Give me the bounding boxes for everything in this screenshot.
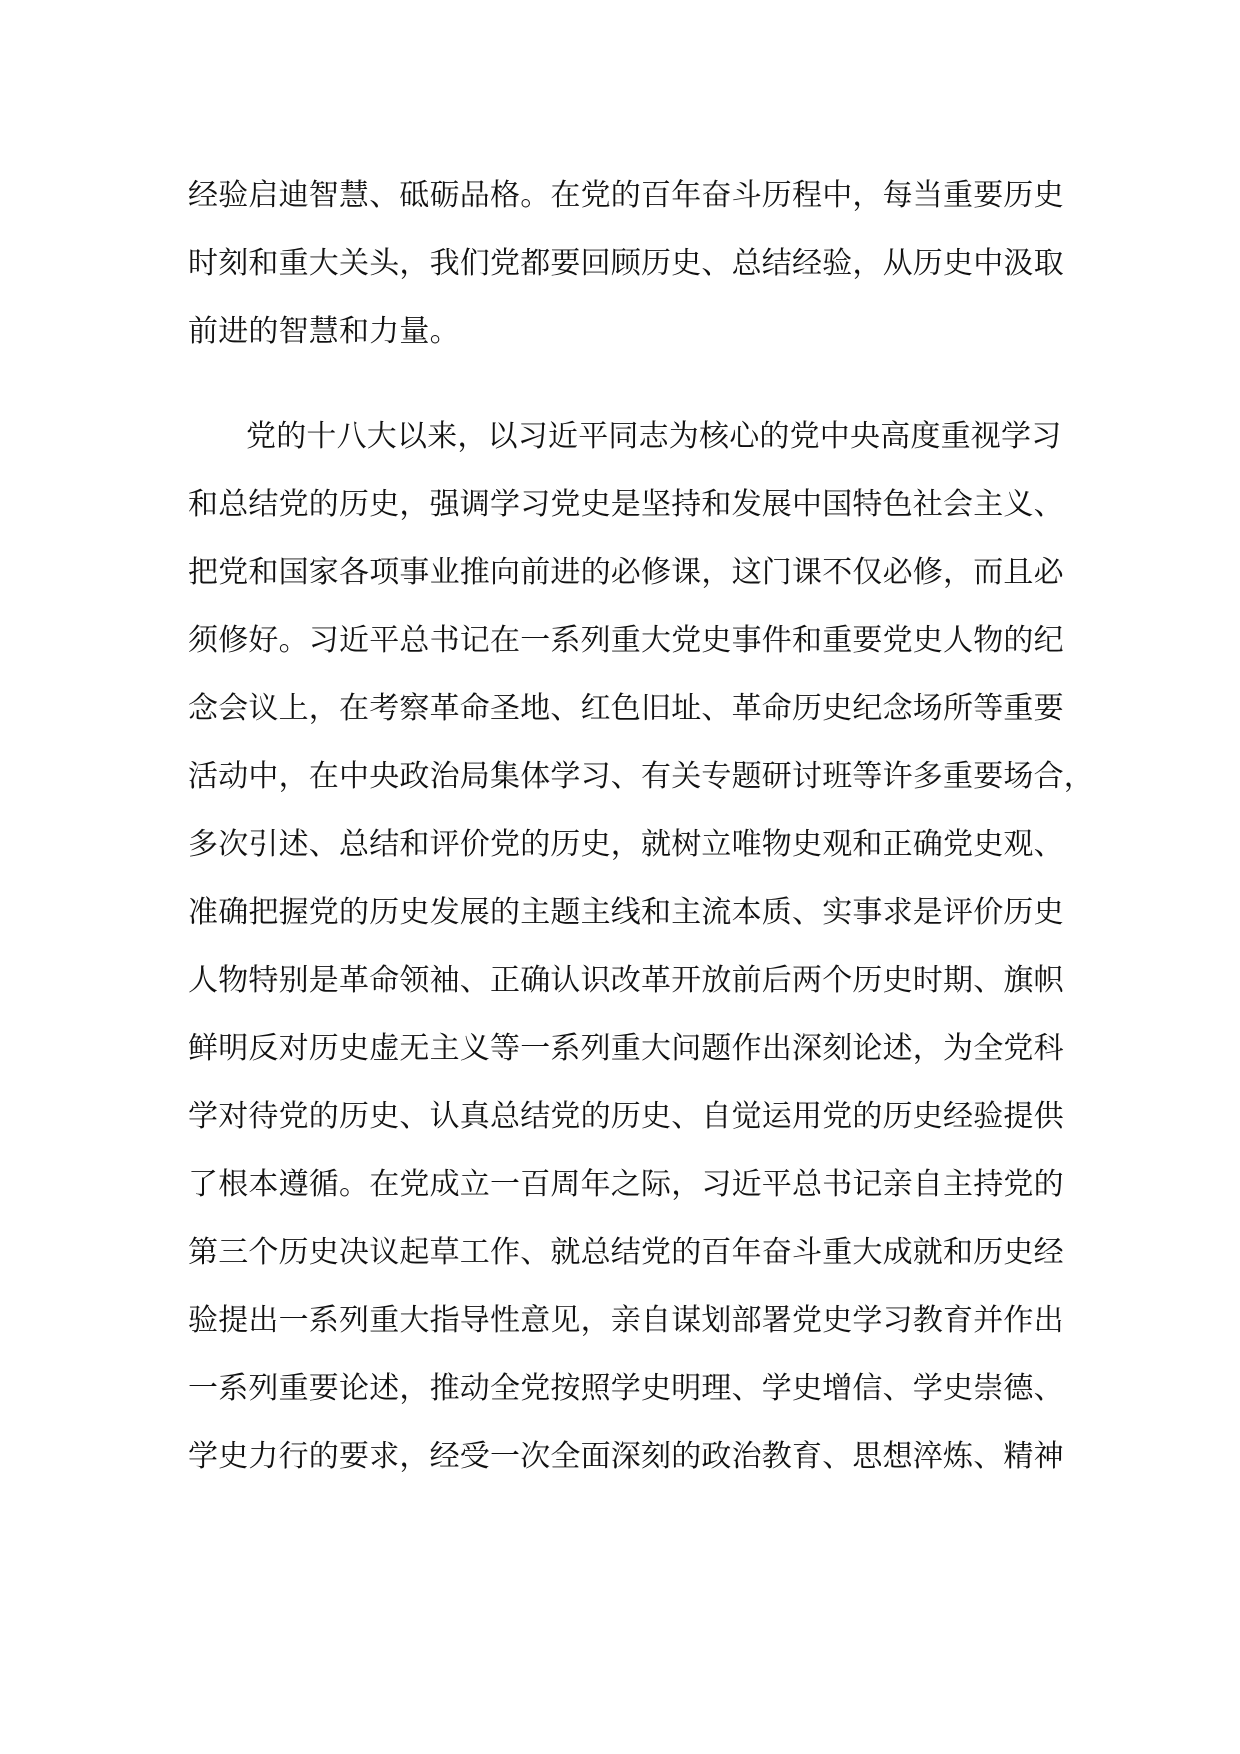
paragraph-2-line-14: 验提出一系列重大指导性意见，亲自谋划部署党史学习教育并作出	[188, 1303, 1064, 1338]
paragraph-2-line-17	[188, 1501, 1088, 1549]
paragraph-1-line-3: 前进的智慧和力量。	[188, 314, 460, 349]
paragraph-2-line-7: 多次引述、总结和评价党的历史，就树立唯物史观和正确党史观、	[188, 827, 1064, 862]
paragraph-1-line-2: 时刻和重大关头，我们党都要回顾历史、总结经验，从历史中汲取	[188, 246, 1064, 281]
paragraph-2-line-15: 一系列重要论述，推动全党按照学史明理、学史增信、学史崇德、	[188, 1371, 1064, 1406]
paragraph-2-line-8: 准确把握党的历史发展的主题主线和主流本质、实事求是评价历史	[188, 895, 1064, 930]
paragraph-2-line-1: 党的十八大以来，以习近平同志为核心的党中央高度重视学习	[246, 419, 1062, 454]
paragraph-2-line-11: 学对待党的历史、认真总结党的历史、自觉运用党的历史经验提供	[188, 1099, 1064, 1134]
paragraph-2-line-10: 鲜明反对历史虚无主义等一系列重大问题作出深刻论述，为全党科	[188, 1031, 1064, 1066]
paragraph-2-line-4: 须修好。习近平总书记在一系列重大党史事件和重要党史人物的纪	[188, 623, 1064, 658]
paragraph-1-line-1: 经验启迪智慧、砥砺品格。在党的百年奋斗历程中，每当重要历史	[188, 178, 1064, 213]
paragraph-2-line-16: 学史力行的要求，经受一次全面深刻的政治教育、思想淬炼、精神	[188, 1439, 1064, 1474]
paragraph-2-line-5: 念会议上，在考察革命圣地、红色旧址、革命历史纪念场所等重要	[188, 691, 1064, 726]
paragraph-2-line-12: 了根本遵循。在党成立一百周年之际，习近平总书记亲自主持党的	[188, 1167, 1064, 1202]
paragraph-2-line-13: 第三个历史决议起草工作、就总结党的百年奋斗重大成就和历史经	[188, 1235, 1064, 1270]
paragraph-2-line-9: 人物特别是革命领袖、正确认识改革开放前后两个历史时期、旗帜	[188, 963, 1064, 998]
paragraph-2-line-2: 和总结党的历史，强调学习党史是坚持和发展中国特色社会主义、	[188, 487, 1064, 522]
paragraph-2-line-6: 活动中，在中央政治局集体学习、有关专题研讨班等许多重要场合，	[188, 759, 1094, 794]
paragraph-2-line-3: 把党和国家各项事业推向前进的必修课，这门课不仅必修，而且必	[188, 555, 1064, 590]
